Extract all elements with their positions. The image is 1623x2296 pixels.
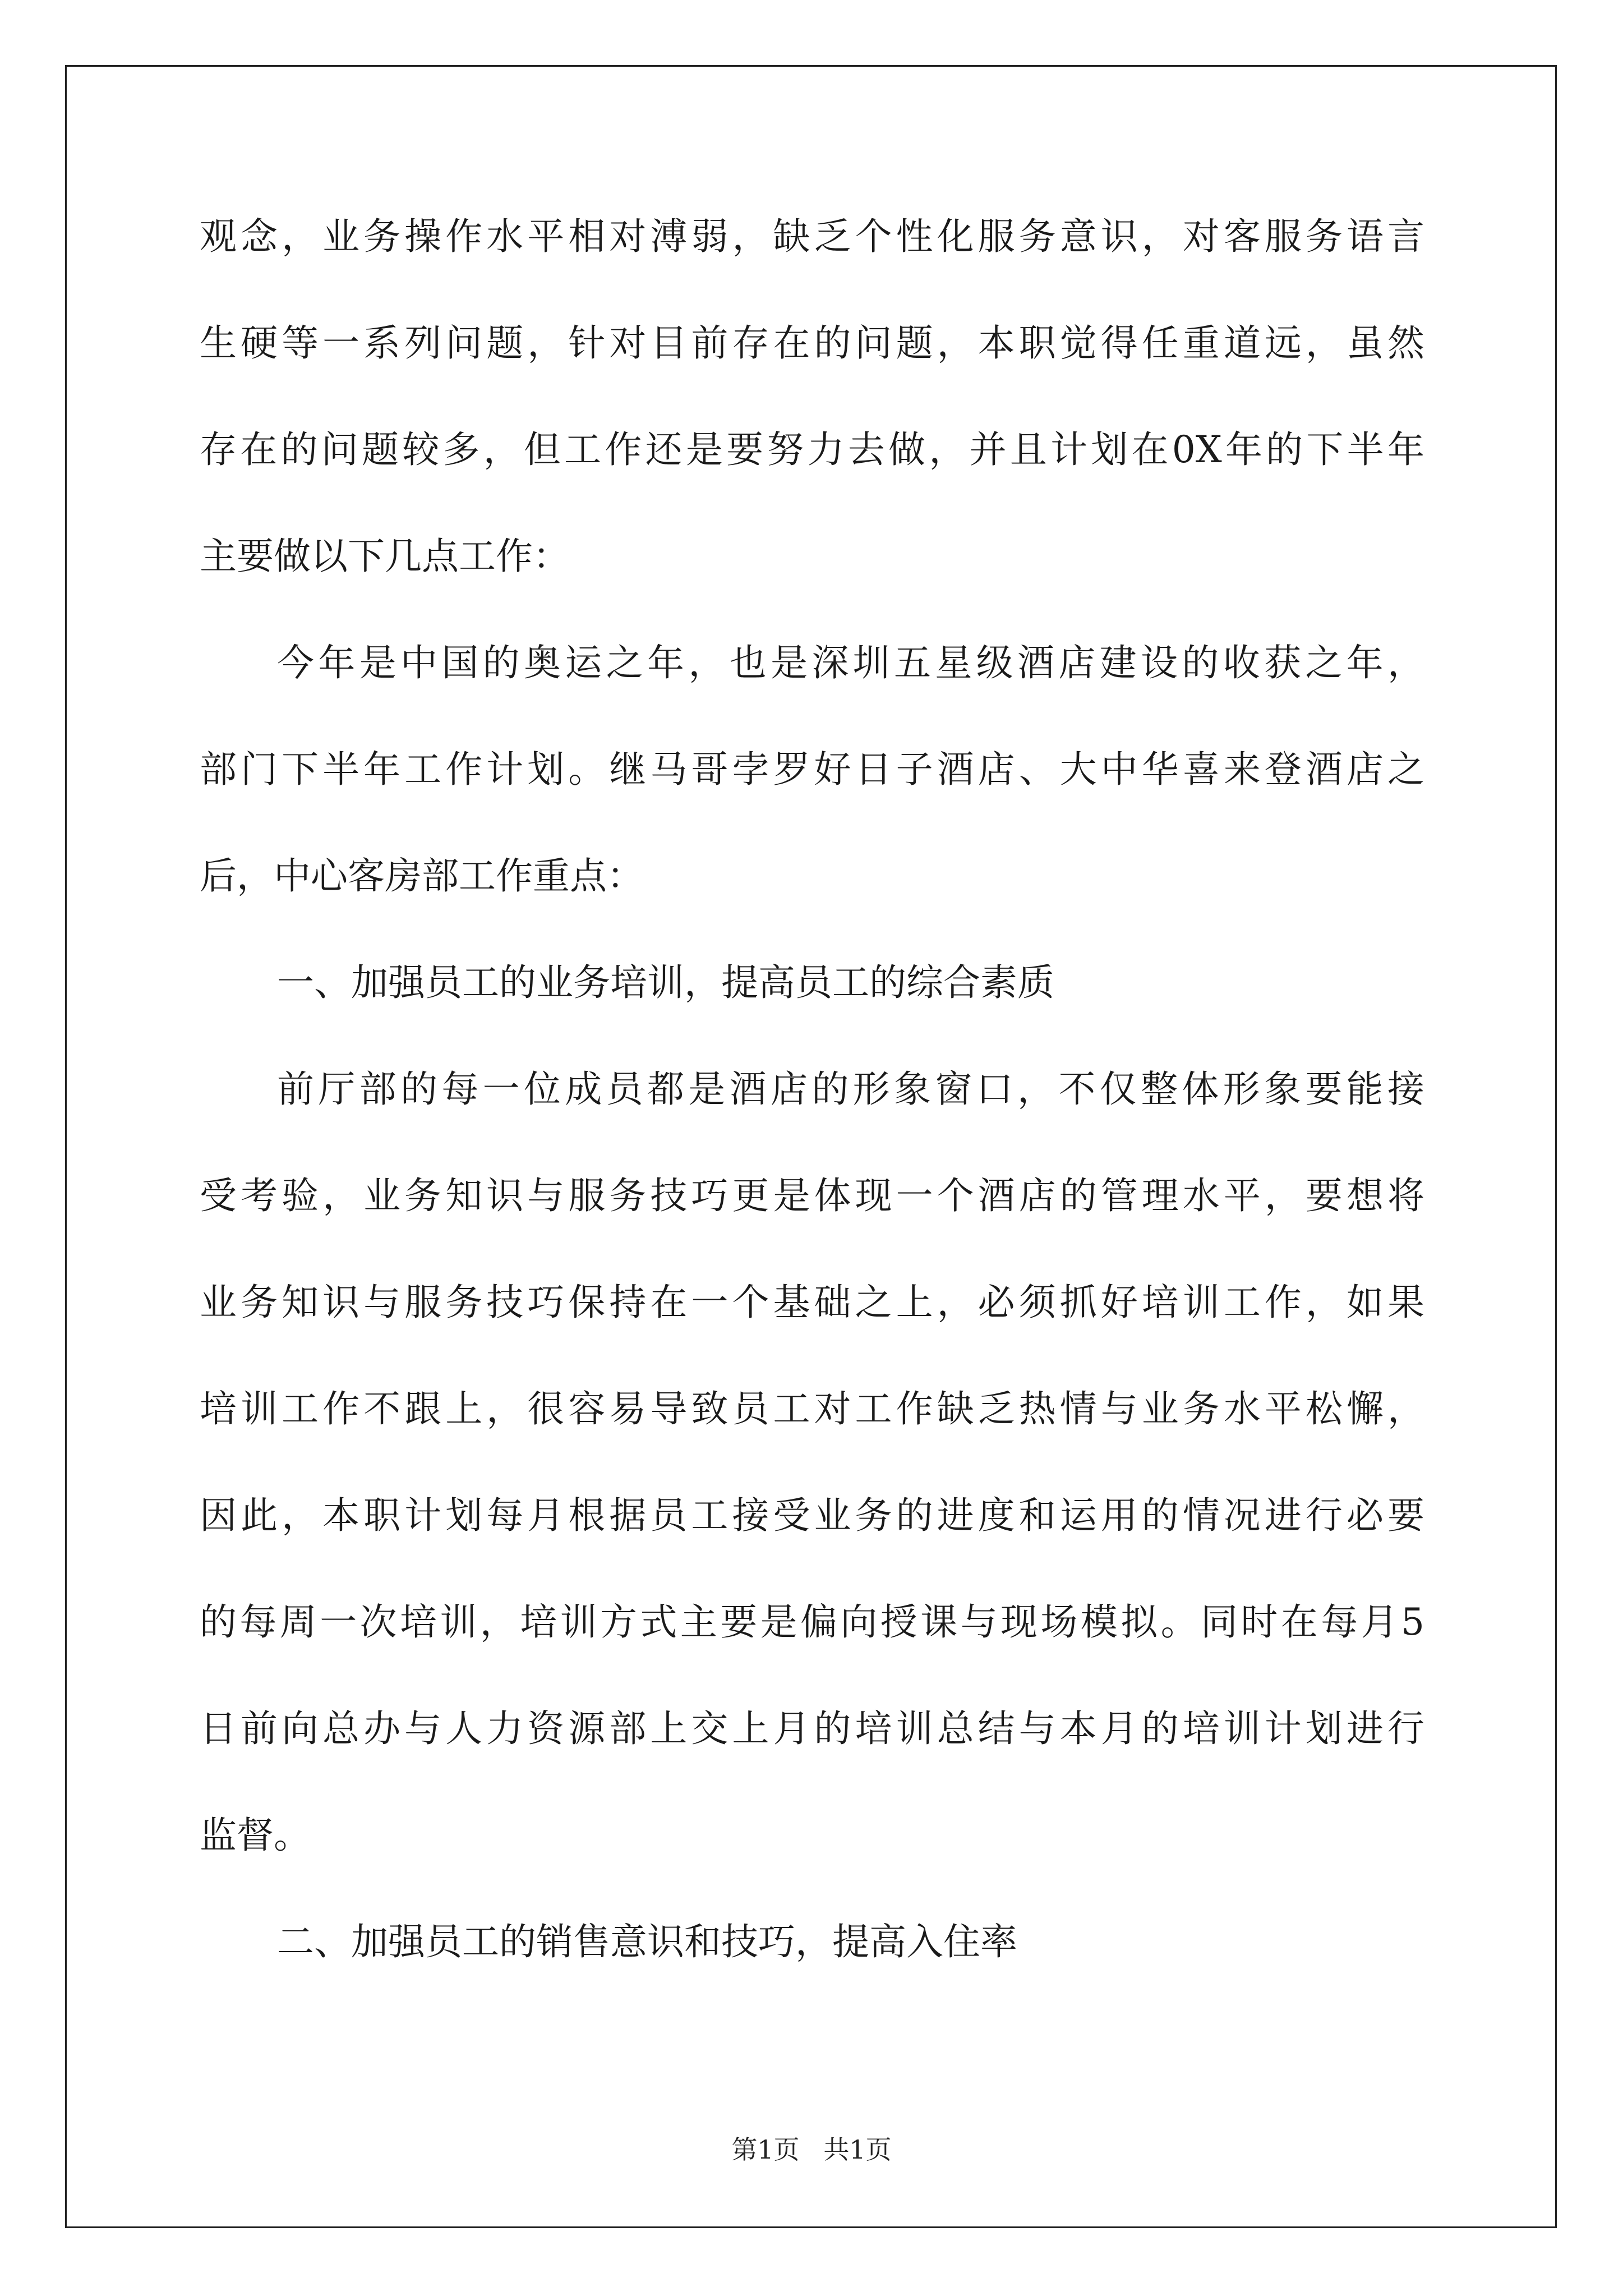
text-line: 培训工作不跟上，很容易导致员工对工作缺乏热情与业务水平松懈，	[200, 1387, 1424, 1430]
section-heading-1: 一、加强员工的业务培训，提高员工的综合素质	[277, 961, 1054, 1004]
text-line: 存在的问题较多，但工作还是要努力去做，并且计划在0X年的下半年	[200, 428, 1424, 471]
text-line: 后，中心客房部工作重点：	[200, 854, 644, 898]
text-line: 生硬等一系列问题，针对目前存在的问题，本职觉得任重道远，虽然	[200, 321, 1424, 365]
page-footer	[0, 2133, 1623, 2166]
section-heading-2: 二、加强员工的销售意识和技巧，提高入住率	[277, 1920, 1017, 1963]
text-line: 观念，业务操作水平相对溥弱，缺乏个性化服务意识，对客服务语言	[200, 215, 1424, 258]
text-line: 业务知识与服务技巧保持在一个基础之上，必须抓好培训工作，如果	[200, 1281, 1424, 1324]
page-number-total: 共1页	[823, 2134, 892, 2165]
paragraph-start-line: 今年是中国的奥运之年，也是深圳五星级酒店建设的收获之年，	[277, 641, 1424, 684]
page-number-current: 第1页	[731, 2134, 800, 2165]
text-line: 日前向总办与人力资源部上交上月的培训总结与本月的培训计划进行	[200, 1707, 1424, 1750]
text-line: 的每周一次培训，培训方式主要是偏向授课与现场模拟。同时在每月5	[200, 1600, 1424, 1644]
text-line: 因此，本职计划每月根据员工接受业务的进度和运用的情况进行必要	[200, 1494, 1424, 1537]
document-body	[200, 209, 1424, 2021]
text-line: 主要做以下几点工作：	[200, 535, 570, 578]
text-line: 监督。	[200, 1814, 311, 1857]
paragraph-start-line: 前厅部的每一位成员都是酒店的形象窗口，不仅整体形象要能接	[277, 1068, 1424, 1111]
text-line: 部门下半年工作计划。继马哥孛罗好日子酒店、大中华喜来登酒店之	[200, 748, 1424, 791]
text-line: 受考验，业务知识与服务技巧更是体现一个酒店的管理水平，要想将	[200, 1174, 1424, 1217]
